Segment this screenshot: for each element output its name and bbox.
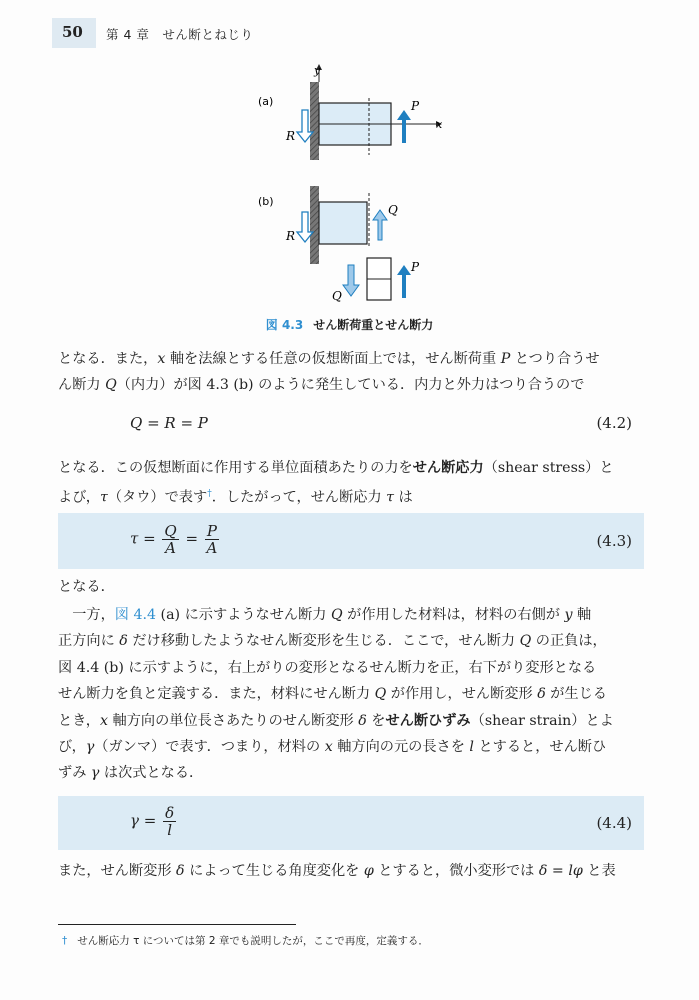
- paragraph-4: 一方，図 4.4 (a) に示すようなせん断力 Q が作用した材料は，材料の右側が y 軸 正方向に δ だけ移動したようなせん断変形を生じる．ここで，せん断力 Q の正負は， 図 4.4 (b) に示すように，右上がりの変形となるせん断力を正，右下がり変形となる せん断力を負と定義する．また，材料にせん断力 Q が作用し，せん断変形 δ が生じる とき，x 軸方向の単位長さあたりのせん断変形 δ をせん断ひずみ（shear strain）とよ び，γ（ガンマ）で表す．つまり，材料の x 軸方向の元の長さを l とすると，せん断ひ ずみ γ は次式となる．: [58, 607, 614, 782]
- load-p-label-a: P: [411, 99, 420, 113]
- equation-4-4-number: (4.4): [596, 814, 632, 832]
- term-shear-strain: せん断ひずみ: [385, 712, 471, 729]
- equation-4-3-number: (4.3): [596, 532, 632, 550]
- x-axis-label: x: [436, 118, 443, 131]
- reaction-r-label-b: R: [286, 229, 296, 243]
- paragraph-3: となる．: [58, 579, 115, 595]
- wall-b: [310, 186, 319, 264]
- wall-a: [310, 82, 319, 160]
- equation-4-4-expr: γ = $\frac{\delta}{l}$: [130, 804, 175, 839]
- y-axis-label: y: [314, 64, 321, 77]
- footnote-text: せん断応力 τ については第 2 章でも説明したが，ここで再度，定義する．: [77, 935, 429, 947]
- reaction-r-label-a: R: [286, 129, 296, 143]
- caption-number: 図 4.3: [265, 318, 304, 332]
- label-b: (b): [258, 195, 274, 208]
- paragraph-5: また，せん断変形 δ によって生じる角度変化を φ とすると，微小変形では δ = lφ と表: [58, 863, 616, 879]
- load-p-arrow-a: [397, 110, 411, 143]
- equation-4-3-expr: τ = $\frac{Q}{A}$ = $\frac{P}{A}$: [130, 522, 218, 557]
- equation-4-3: [58, 513, 644, 569]
- figure-4-4-link[interactable]: 図 4.4: [114, 607, 157, 623]
- figure-4-3: [248, 60, 458, 310]
- force-q-label-down: Q: [332, 289, 342, 303]
- paragraph-2: となる．この仮想断面に作用する単位面積あたりの力をせん断応力（shear stress）と よび，τ（タウ）で表す†．したがって，せん断応力 τ は: [58, 460, 614, 507]
- footnote-mark: †: [62, 935, 68, 947]
- figure-caption: [0, 316, 699, 333]
- chapter-title: 第 4 章 せん断とねじり: [106, 27, 254, 42]
- force-q-label-up: Q: [388, 203, 398, 217]
- force-q-arrow-down: [343, 265, 359, 296]
- caption-text: せん断荷重とせん断力: [313, 318, 434, 332]
- load-p-label-b: P: [411, 260, 420, 274]
- label-a: (a): [258, 95, 274, 108]
- equation-4-2-number: (4.2): [596, 414, 632, 432]
- equation-4-4: [58, 796, 644, 850]
- load-p-arrow-b: [397, 265, 411, 298]
- footnote-rule: [58, 924, 296, 925]
- term-shear-stress: せん断応力: [412, 460, 484, 476]
- paragraph-1: となる．また，x 軸を法線とする任意の仮想断面上では，せん断荷重 P とつり合うせ ん断力 Q（内力）が図 4.3 (b) のように発生している．内力と外力はつり合うので: [58, 351, 600, 394]
- page-number: 50: [62, 23, 83, 41]
- equation-4-2: [58, 414, 644, 440]
- force-q-arrow-up: [373, 210, 387, 240]
- footnote: [62, 933, 429, 948]
- equation-4-2-expr: Q = R = P: [130, 414, 208, 432]
- beam-b-left: [319, 202, 367, 244]
